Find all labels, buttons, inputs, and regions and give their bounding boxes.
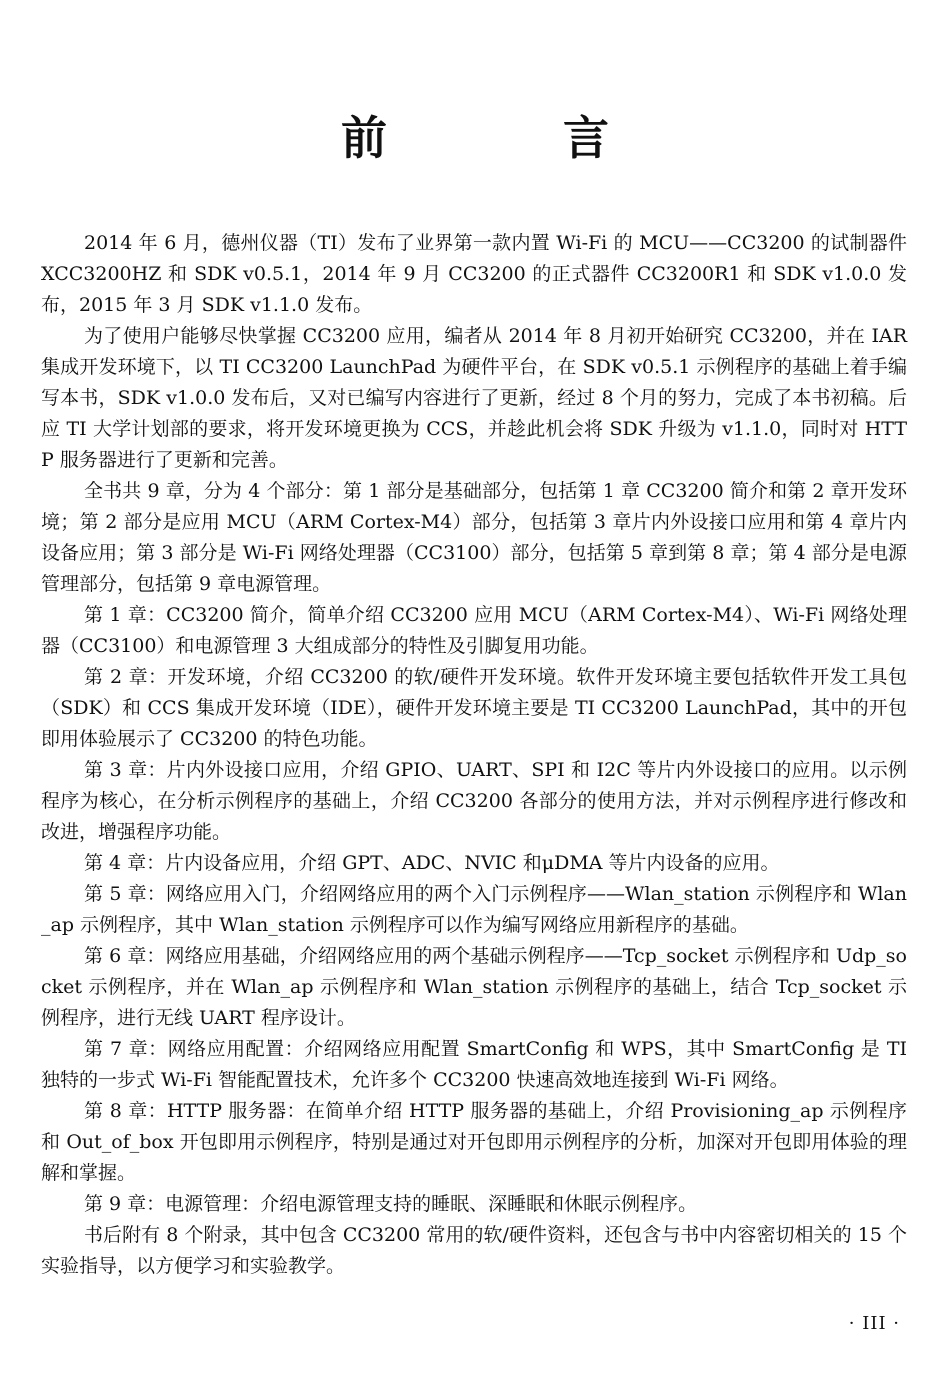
paragraph-chapter-4: 第 4 章：片内设备应用，介绍 GPT、ADC、NVIC 和μDMA 等片内设备的应用。 [84, 852, 780, 874]
preface-body [41, 228, 907, 1282]
paragraph-appendix: 书后附有 8 个附录，其中包含 CC3200 常用的软/硬件资料，还包含与书中内容密切相关的 15 个实验指导，以方便学习和实验教学。 [41, 1224, 907, 1277]
paragraph-chapter-8: 第 8 章：HTTP 服务器：在简单介绍 HTTP 服务器的基础上，介绍 Provisioning_ap 示例程序和 Out_of_box 开包即用示例程序，特别是通过对开包即用示例程序的分析，加深对开包即用体验的理解和掌握。 [41, 1100, 907, 1184]
paragraph-release-history: 2014 年 6 月，德州仪器（TI）发布了业界第一款内置 Wi-Fi 的 MCU——CC3200 的试制器件 XCC3200HZ 和 SDK v0.5.1，2014 年 9 月 CC3200 的正式器件 CC3200R1 和 SDK v1.0.0 发布，2015 年 3 月 SDK v1.1.0 发布。 [41, 232, 907, 316]
paragraph-chapter-5: 第 5 章：网络应用入门，介绍网络应用的两个入门示例程序——Wlan_station 示例程序和 Wlan_ap 示例程序，其中 Wlan_station 示例程序可以作为编写网络应用新程序的基础。 [41, 883, 907, 936]
page-number: · III · [848, 1313, 900, 1334]
paragraph-chapter-1: 第 1 章：CC3200 简介，简单介绍 CC3200 应用 MCU（ARM Cortex-M4）、Wi-Fi 网络处理器（CC3100）和电源管理 3 大组成部分的特性及引脚复用功能。 [41, 604, 907, 657]
paragraph-chapter-6: 第 6 章：网络应用基础，介绍网络应用的两个基础示例程序——Tcp_socket 示例程序和 Udp_socket 示例程序，并在 Wlan_ap 示例程序和 Wlan_station 示例程序的基础上，结合 Tcp_socket 示例程序，进行无线 UART 程序设计。 [41, 945, 907, 1029]
paragraph-chapter-2: 第 2 章：开发环境，介绍 CC3200 的软/硬件开发环境。软件开发环境主要包括软件开发工具包（SDK）和 CCS 集成开发环境（IDE），硬件开发环境主要是 TI CC3200 LaunchPad，其中的开包即用体验展示了 CC3200 的特色功能。 [41, 666, 907, 750]
paragraph-book-structure: 全书共 9 章，分为 4 个部分：第 1 部分是基础部分，包括第 1 章 CC3200 简介和第 2 章开发环境；第 2 部分是应用 MCU（ARM Cortex-M4）部分，包括第 3 章片内外设接口应用和第 4 章片内设备应用；第 3 部分是 Wi-Fi 网络处理器（CC3100）部分，包括第 5 章到第 8 章；第 4 部分是电源管理部分，包括第 9 章电源管理。 [41, 480, 907, 595]
page-title: 前 言 [340, 111, 689, 165]
paragraph-chapter-7: 第 7 章：网络应用配置：介绍网络应用配置 SmartConfig 和 WPS，其中 SmartConfig 是 TI 独特的一步式 Wi-Fi 智能配置技术，允许多个 CC3200 快速高效地连接到 Wi-Fi 网络。 [41, 1038, 907, 1091]
paragraph-writing-background: 为了使用户能够尽快掌握 CC3200 应用，编者从 2014 年 8 月初开始研究 CC3200，并在 IAR 集成开发环境下，以 TI CC3200 LaunchPad 为硬件平台，在 SDK v0.5.1 示例程序的基础上着手编写本书，SDK v1.0.0 发布后，又对已编写内容进行了更新，经过 8 个月的努力，完成了本书初稿。后应 TI 大学计划部的要求，将开发环境更换为 CCS，并趁此机会将 SDK 升级为 v1.1.0，同时对 HTTP 服务器进行了更新和完善。 [41, 325, 907, 471]
paragraph-chapter-9: 第 9 章：电源管理：介绍电源管理支持的睡眠、深睡眠和休眠示例程序。 [84, 1193, 698, 1215]
paragraph-chapter-3: 第 3 章：片内外设接口应用，介绍 GPIO、UART、SPI 和 I2C 等片内外设接口的应用。以示例程序为核心，在分析示例程序的基础上，介绍 CC3200 各部分的使用方法，并对示例程序进行修改和改进，增强程序功能。 [41, 759, 907, 843]
